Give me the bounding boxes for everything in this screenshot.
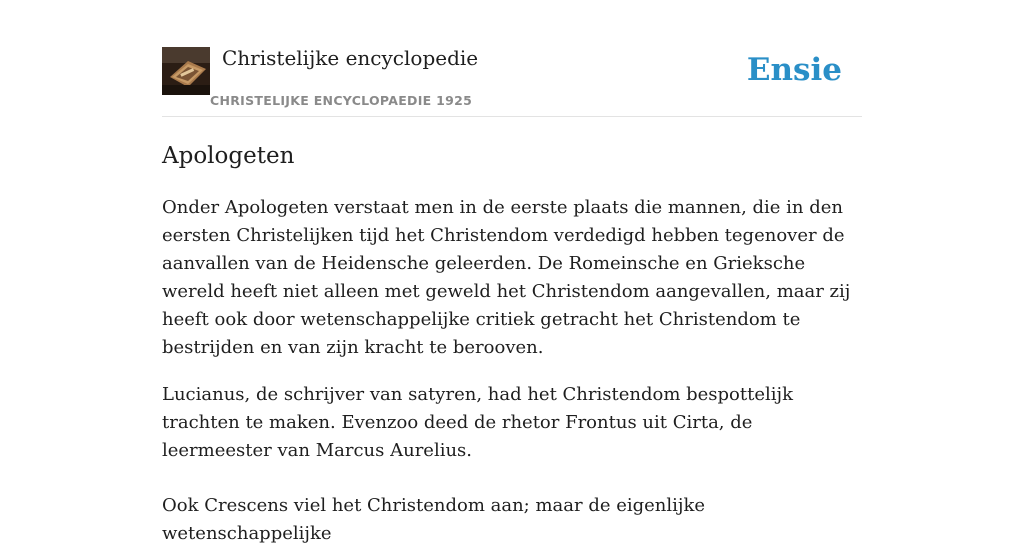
publication-title[interactable]: Christelijke encyclopedie xyxy=(222,46,479,70)
article-paragraph-2: Lucianus, de schrijver van satyren, had het Christendom bespottelijk trachten te maken. Evenzoo deed de rhetor Frontus uit Cirta, de leermeester van Marcus Aurelius. xyxy=(162,384,794,461)
site-header xyxy=(162,0,862,117)
publication-subtitle[interactable]: CHRISTELIJKE ENCYCLOPAEDIE 1925 xyxy=(210,93,473,108)
page xyxy=(162,0,862,548)
article-title: Apologeten xyxy=(162,143,295,169)
article-paragraph-1: Onder Apologeten verstaat men in de eerste plaats die mannen, die in den eersten Christelijken tijd het Christendom verdedigd hebben tegenover de aanvallen van de Heidensche geleerden. De Romeinsche en Grieksche wereld heeft niet alleen met geweld het Christendom aangevallen, maar zij heeft ook door wetenschappelijke critiek getracht het Christendom te bestrijden en van zijn kracht te berooven. xyxy=(162,197,851,358)
article-paragraph-3: Ook Crescens viel het Christendom aan; maar de eigenlijke wetenschappelijke xyxy=(162,495,706,544)
book-cover-avatar-icon xyxy=(162,47,210,95)
publication-avatar[interactable] xyxy=(162,47,210,95)
brand-logo[interactable]: Ensie xyxy=(746,52,842,88)
